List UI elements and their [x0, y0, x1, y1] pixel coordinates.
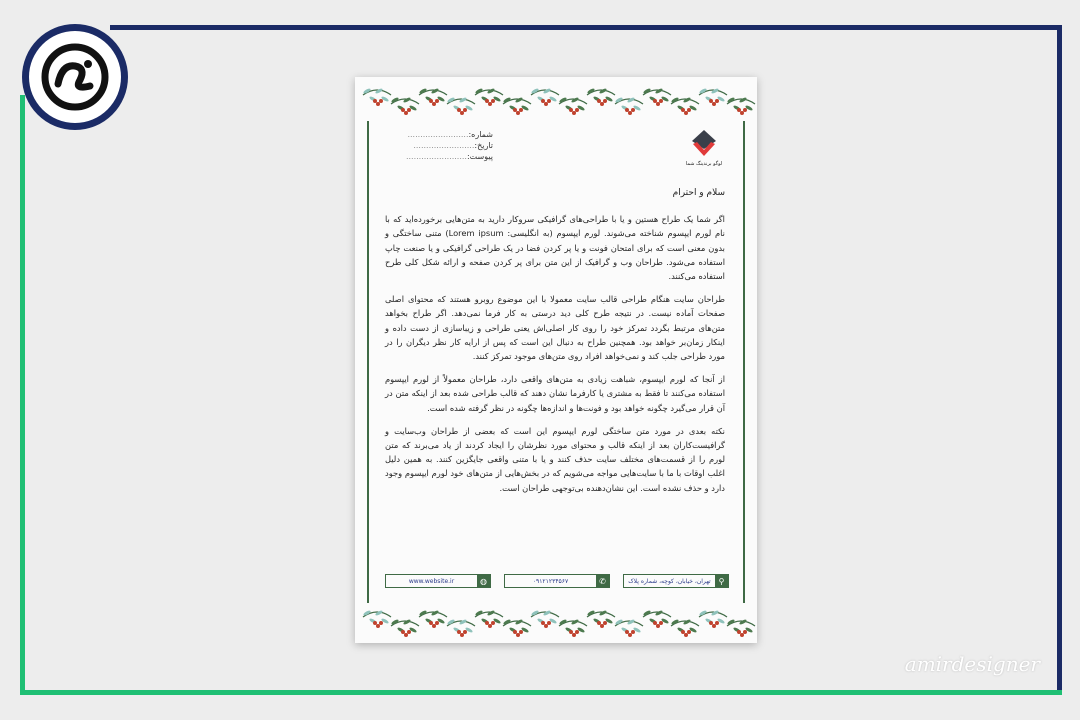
attachment-label: پیوست:	[466, 152, 493, 161]
phone-text: ۰۹۱۲۱۲۳۴۵۶۷	[532, 577, 569, 585]
globe-icon: ◍	[477, 575, 490, 587]
location-pin-icon: ⚲	[715, 575, 728, 587]
letterhead-paper	[355, 77, 757, 643]
date-label: تاریخ:	[474, 141, 493, 150]
letter-body	[385, 186, 725, 504]
frame-left-border	[20, 95, 25, 695]
watermark: amirdesigner	[904, 652, 1040, 676]
paragraph: اگر شما یک طراح هستین و یا با طراحی‌های گرافیکی سروکار دارید به متن‌هایی برخورده‌اید که با نام لورم ایپسوم شناخته می‌شوند. لورم ایپسوم (به انگلیسی: Lorem ipsum) متنی ساختگی و بدون معنی است که برای امتحان فونت و یا پر کردن فضا در یک طراحی گرافیکی و یا صنعت چاپ استفاده می‌شود. طراحان وب و گرافیک از این متن برای پر کردن صفحه و ارائه شکل کلی طرح استفاده می‌کنند.	[385, 214, 725, 282]
address-box	[623, 574, 729, 588]
phone-icon: ✆	[596, 575, 609, 587]
address-text: تهران، خیابان، کوچه، شماره پلاک	[628, 577, 711, 585]
right-margin-line	[743, 121, 745, 603]
letter-meta	[393, 129, 493, 162]
frame-bottom-border	[20, 690, 1062, 695]
paragraph: از آنجا که لورم ایپسوم، شباهت زیادی به متن‌های واقعی دارد، طراحان معمولاً از لورم ایپسوم استفاده می‌کنند تا فقط به مشتری یا کارفرما نشان دهند که قالب طراحی شده بعد از اینکه متن در آن قرار می‌گیرد چگونه خواهد بود و فونت‌ها و اندازه‌ها چگونه در نظر گرفته شده است.	[385, 374, 725, 413]
greeting: سلام و احترام	[672, 188, 725, 198]
floral-garland-top-icon	[355, 77, 757, 121]
attachment-field: ........................	[405, 152, 467, 161]
brand-logo	[679, 129, 729, 167]
website-text: www.website.ir	[408, 577, 455, 585]
frame-right-border	[1057, 25, 1062, 693]
site-logo	[22, 24, 128, 130]
logo-mark-icon	[40, 42, 110, 112]
paragraph: نکته بعدی در مورد متن ساختگی لورم ایپسوم این است که بعضی از طراحان وب‌سایت و گرافیست‌کاران بعد از اینکه قالب و محتوای مورد نظرشان را ایجاد کردند از یاد می‌برند که متن لورم را از قسمت‌های مختلف سایت حذف کنند و یا با متنی واقعی جایگزین کنند. به همین دلیل اغلب اوقات با ما با سایت‌هایی مواجه می‌شویم که در بخش‌هایی از متن‌های خود لورم ایپسوم وجود دارد و حذف نشده است. این نشان‌دهنده بی‌توجهی طراحان است.	[385, 425, 725, 493]
frame-top-border	[110, 25, 1062, 30]
number-field: ........................	[407, 130, 469, 139]
brand-diamond-icon	[691, 129, 717, 157]
floral-garland-bottom-icon	[355, 599, 757, 643]
letter-footer	[385, 574, 729, 588]
left-margin-line	[367, 121, 369, 603]
phone-box	[504, 574, 610, 588]
date-field: ........................	[413, 141, 475, 150]
number-label: شماره:	[468, 130, 493, 139]
paragraph: طراحان سایت هنگام طراحی قالب سایت معمولا با این موضوع روبرو هستند که محتوای اصلی صفحات آماده نیست. در نتیجه طرح کلی دید درستی به کار فرما نمی‌دهد. اگر طراح بخواهد متن‌های مرتبط بگردد تمرکز خود را روی کار اصلی‌اش یعنی طراحی و زیباسازی از دست داده و اینکار زمان‌بر خواهد بود. همچنین طراح به دنبال این است که پس از ارایه کار نظر دیگران را در مورد طراحی جلب کند و نمی‌خواهد افراد روی متن‌های موجود تمرکز کنند.	[385, 294, 725, 362]
website-box	[385, 574, 491, 588]
brand-name: لوگو برندینگ شما	[685, 161, 723, 167]
